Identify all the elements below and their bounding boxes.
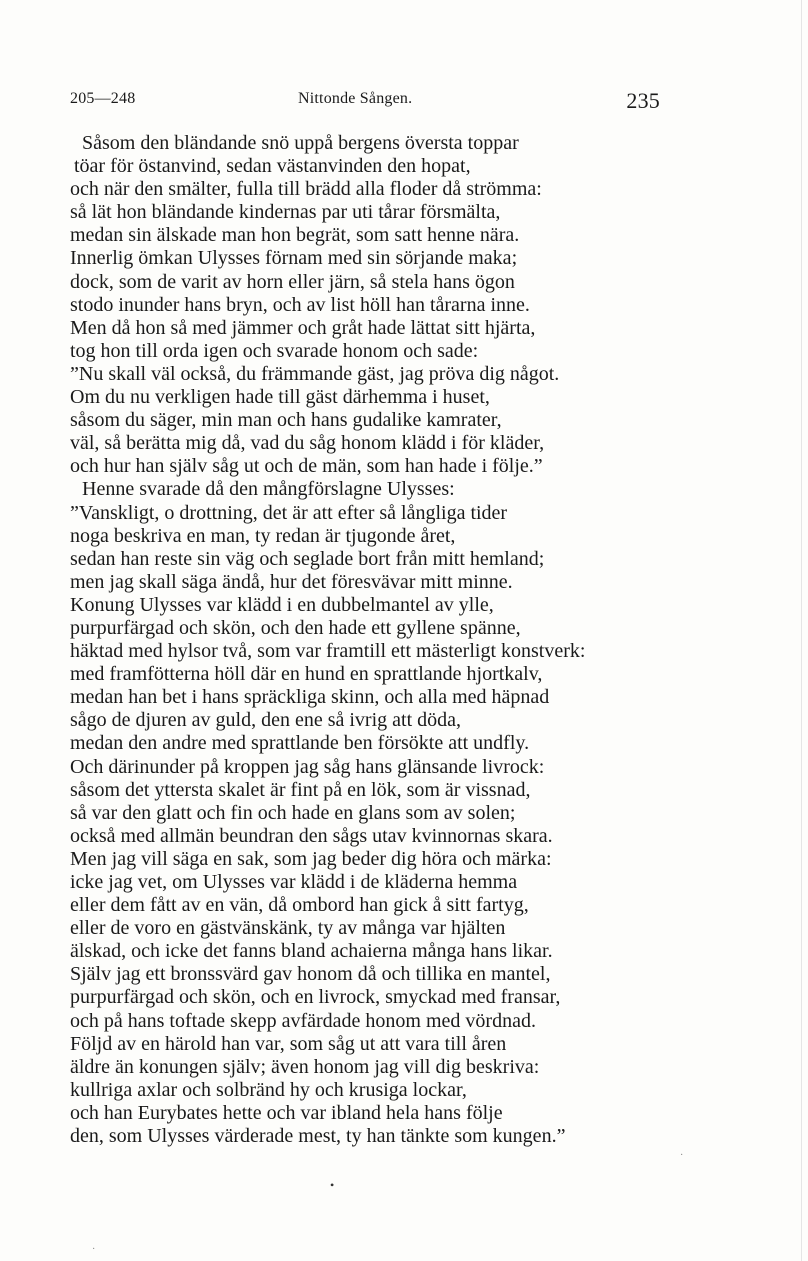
- poem-line: och när den smälter, fulla till brädd alla floder då strömma:: [70, 178, 542, 201]
- ink-speck: ·: [92, 1244, 96, 1255]
- poem-line: purpurfärgad och skön, och en livrock, smyckad med fransar,: [70, 986, 561, 1009]
- page-edge: [801, 0, 802, 1261]
- poem-line: och på hans toftade skepp avfärdade honom med vördnad.: [70, 1009, 536, 1032]
- poem-line: medan han bet i hans spräckliga skinn, och alla med häpnad: [70, 686, 550, 709]
- ink-speck: ·: [680, 1150, 684, 1161]
- poem-line: purpurfärgad och skön, och den hade ett gyllene spänne,: [70, 616, 521, 639]
- poem-line: och hur han själv såg ut och de män, som han hade i följe.”: [70, 455, 543, 478]
- poem-line: stodo inunder hans bryn, och av list höll han tårarna inne.: [70, 293, 530, 316]
- poem-line: ”Nu skall väl också, du främmande gäst, jag pröva dig något.: [70, 362, 560, 385]
- poem-line: medan sin älskade man hon begrät, som satt henne nära.: [70, 224, 520, 247]
- poem-line: såsom det yttersta skalet är fint på en lök, som är vissnad,: [70, 778, 531, 801]
- poem-line: Men jag vill säga en sak, som jag beder dig höra och märka:: [70, 847, 552, 870]
- poem-line: Henne svarade då den mångförslagne Ulysses:: [82, 478, 455, 501]
- poem-line: väl, så berätta mig då, vad du såg honom klädd i för kläder,: [70, 432, 545, 455]
- page-number: 235: [626, 88, 660, 113]
- poem-line: töar för östanvind, sedan västanvinden den hopat,: [74, 155, 471, 178]
- ink-speck: •: [330, 1178, 335, 1192]
- poem-line: icke jag vet, om Ulysses var klädd i de kläderna hemma: [70, 871, 518, 893]
- poem-text: [62, 132, 672, 1148]
- poem-line: och han Eurybates hette och var ibland hela hans följe: [70, 1101, 503, 1124]
- poem-line: medan den andre med sprattlande ben försökte att undfly.: [70, 732, 530, 755]
- poem-line: dock, som de varit av horn eller järn, så stela hans ögon: [70, 270, 515, 293]
- poem-line: häktad med hylsor två, som var framtill ett mästerligt konstverk:: [70, 640, 586, 663]
- poem-line: tog hon till orda igen och svarade honom och sade:: [70, 339, 479, 362]
- poem-line: med framfötterna höll där en hund en sprattlande hjortkalv,: [70, 663, 543, 686]
- poem-line: Såsom den bländande snö uppå bergens översta toppar: [82, 132, 519, 154]
- poem-line: Och därinunder på kroppen jag såg hans glänsande livrock:: [70, 755, 545, 778]
- poem-line: såsom du säger, min man och hans gudalike kamrater,: [70, 409, 502, 432]
- poem-line: Om du nu verkligen hade till gäst därhemma i huset,: [70, 386, 490, 409]
- poem-line: sågo de djuren av guld, den ene så ivrig att döda,: [70, 709, 461, 732]
- poem-line: noga beskriva en man, ty redan är tjugonde året,: [70, 524, 456, 547]
- poem-line: äldre än konungen själv; även honom jag vill dig beskriva:: [70, 1055, 540, 1078]
- poem-line: eller dem fått av en vän, då ombord han gick å sitt fartyg,: [70, 894, 529, 917]
- poem-line: Följd av en härold han var, som såg ut att vara till åren: [70, 1032, 507, 1055]
- poem-line: sedan han reste sin väg och seglade bort från mitt hemland;: [70, 547, 545, 570]
- poem-line: ”Vanskligt, o drottning, det är att efter så långliga tider: [70, 501, 508, 524]
- poem-line: Själv jag ett bronssvärd gav honom då och tillika en mantel,: [70, 963, 551, 986]
- section-title: Nittonde Sången.: [298, 90, 413, 107]
- poem-line: Men då hon så med jämmer och gråt hade lättat sitt hjärta,: [70, 316, 536, 339]
- poem-line: kullriga axlar och solbränd hy och krusiga lockar,: [70, 1078, 467, 1101]
- poem-line: Konung Ulysses var klädd i en dubbelmantel av ylle,: [70, 593, 494, 616]
- poem-line: också med allmän beundran den sågs utav kvinnornas skara.: [70, 824, 553, 847]
- poem-line: så lät hon bländande kindernas par uti tårar försmälta,: [70, 201, 501, 224]
- poem-line: den, som Ulysses värderade mest, ty han tänkte som kungen.”: [70, 1125, 566, 1148]
- poem-line: så var den glatt och fin och hade en glans som av solen;: [70, 801, 516, 824]
- poem-line: Innerlig ömkan Ulysses förnam med sin sörjande maka;: [70, 247, 518, 270]
- poem-line: men jag skall säga ändå, hur det föresvävar mitt minne.: [70, 570, 513, 593]
- poem-line: eller de voro en gästvänskänk, ty av många var hjälten: [70, 917, 506, 940]
- line-range: 205—248: [70, 90, 136, 107]
- poem-line: älskad, och icke det fanns bland achaierna många hans likar.: [70, 940, 553, 963]
- page-header: [70, 86, 660, 116]
